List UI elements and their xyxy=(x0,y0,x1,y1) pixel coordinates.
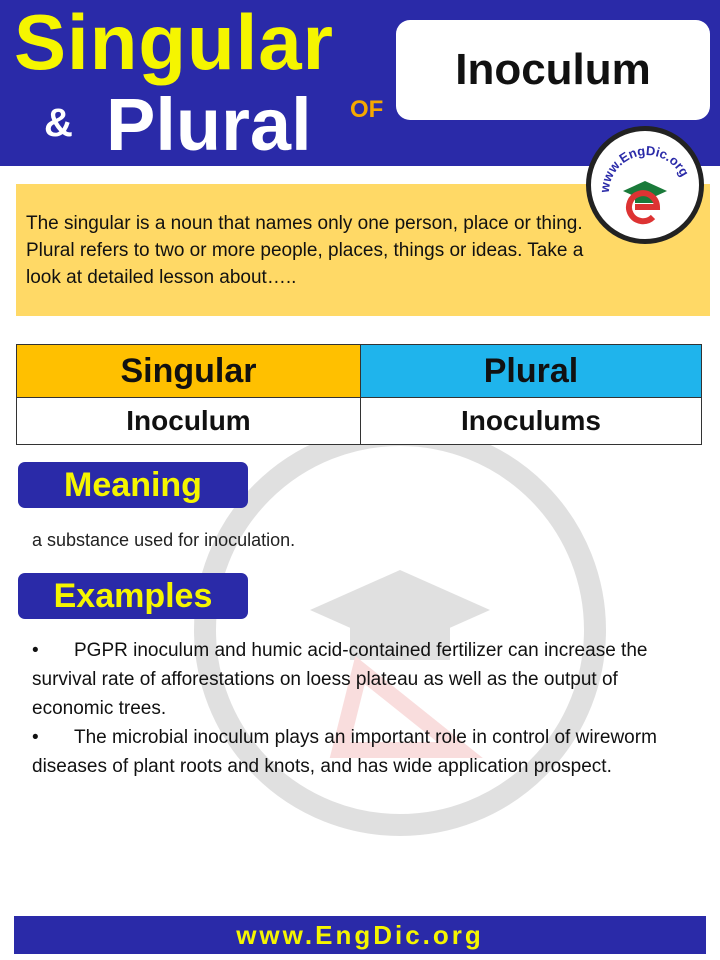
header-plural: Plural xyxy=(361,345,702,398)
word-box xyxy=(396,20,710,120)
singular-plural-table xyxy=(16,344,702,445)
example-item xyxy=(32,636,692,723)
title-plural: Plural xyxy=(106,83,312,166)
title-ampersand: & xyxy=(44,101,73,145)
example-text: PGPR inoculum and humic acid-contained fertilizer can increase the survival rate of afforestations on loess plateau as well as the output of economic trees. xyxy=(32,640,648,719)
bullet-icon: • xyxy=(32,640,39,661)
bullet-icon: • xyxy=(32,727,39,748)
logo-text: www.EngDic.org xyxy=(596,142,693,194)
example-text: The microbial inoculum plays an important role in control of wireworm diseases of plant roots and knots, and has wide application prospect. xyxy=(32,727,657,777)
intro-panel: The singular is a noun that names only one person, place or thing. Plural refers to two or more people, places, things or ideas. Take a look at detailed lesson about….. xyxy=(16,184,710,316)
cell-singular: Inoculum xyxy=(17,398,361,445)
engdic-logo[interactable] xyxy=(586,126,704,244)
title-of: OF xyxy=(350,96,384,123)
examples-list xyxy=(32,636,692,781)
examples-label: Examples xyxy=(18,573,248,619)
header-singular: Singular xyxy=(17,345,361,398)
footer-bar xyxy=(14,916,706,954)
footer-link[interactable]: www.EngDic.org xyxy=(236,919,484,950)
word-title: Inoculum xyxy=(455,45,651,94)
title-singular: Singular xyxy=(14,0,335,86)
meaning-text: a substance used for inoculation. xyxy=(32,530,296,550)
engdic-logo-icon xyxy=(591,131,699,239)
example-item xyxy=(32,723,692,781)
meaning-label: Meaning xyxy=(18,462,248,508)
cell-plural: Inoculums xyxy=(361,398,702,445)
